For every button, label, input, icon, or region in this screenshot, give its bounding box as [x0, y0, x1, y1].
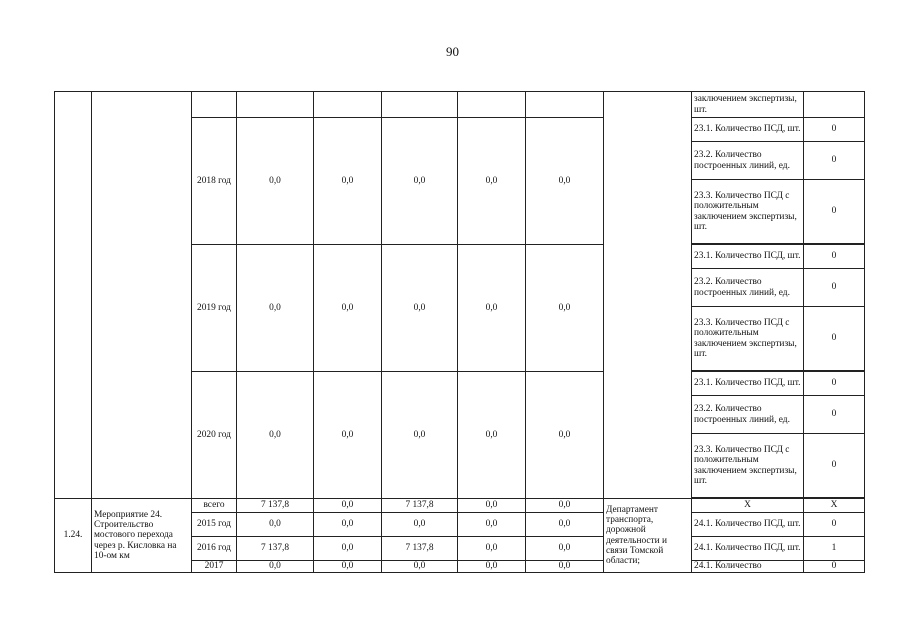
cell-value: 0,0	[526, 245, 604, 372]
cell-value: 0,0	[526, 372, 604, 499]
indicator-value	[804, 92, 865, 118]
cell-empty	[526, 92, 604, 118]
cell-value: 0,0	[237, 513, 314, 537]
cell-value: 0,0	[314, 513, 382, 537]
cell-empty	[382, 92, 458, 118]
indicator-value: 0	[804, 396, 865, 434]
cell-executor-prev	[604, 92, 692, 499]
cell-year: 2017	[192, 561, 237, 573]
cell-value: 0,0	[458, 499, 526, 513]
cell-value: 7 137,8	[237, 499, 314, 513]
indicator-name: заключением экспертизы, шт.	[692, 92, 804, 118]
cell-year: 2019 год	[192, 245, 237, 372]
indicator-name: 23.3. Количество ПСД с положительным заключением экспертизы, шт.	[692, 180, 804, 244]
cell-value: 7 137,8	[237, 537, 314, 561]
indicator-name: 23.3. Количество ПСД с положительным заключением экспертизы, шт.	[692, 307, 804, 371]
table-row	[55, 499, 865, 513]
cell-value: 0,0	[458, 561, 526, 573]
cell-value: 0,0	[526, 561, 604, 573]
cell-year: 2020 год	[192, 372, 237, 499]
cell-value: 0,0	[526, 513, 604, 537]
indicator-value: 1	[804, 537, 865, 561]
indicator-value: 0	[804, 307, 865, 371]
indicator-value: 0	[804, 269, 865, 307]
cell-value: 0,0	[314, 245, 382, 372]
indicator-name: 24.1. Количество ПСД, шт.	[692, 537, 804, 561]
indicator-name: 23.3. Количество ПСД с положительным заключением экспертизы, шт.	[692, 434, 804, 498]
cell-value: 0,0	[314, 372, 382, 499]
cell-value: 0,0	[526, 118, 604, 245]
indicator-name: 23.2. Количество построенных линий, ед.	[692, 269, 804, 307]
indicator-name: 24.1. Количество ПСД, шт.	[692, 513, 804, 537]
cell-value: 0,0	[314, 118, 382, 245]
cell-value: 7 137,8	[382, 499, 458, 513]
cell-value: 0,0	[237, 372, 314, 499]
cell-empty	[237, 92, 314, 118]
cell-name-prev	[92, 92, 192, 499]
cell-empty	[458, 92, 526, 118]
indicator-name: 23.1. Количество ПСД, шт.	[692, 372, 804, 396]
cell-value: 0,0	[382, 513, 458, 537]
indicator-name: 24.1. Количество	[692, 561, 804, 573]
indicator-name: 23.1. Количество ПСД, шт.	[692, 118, 804, 142]
indicator-name: X	[692, 499, 804, 513]
cell-value: 0,0	[458, 372, 526, 499]
indicator-name: 23.1. Количество ПСД, шт.	[692, 245, 804, 269]
cell-number-prev	[55, 92, 92, 499]
cell-value: 0,0	[458, 537, 526, 561]
cell-year: всего	[192, 499, 237, 513]
cell-year: 2018 год	[192, 118, 237, 245]
measure-number: 1.24.	[55, 499, 92, 573]
cell-value: 0,0	[382, 372, 458, 499]
cell-value: 0,0	[382, 245, 458, 372]
indicator-value: 0	[804, 142, 865, 180]
measure-executor: Департамент транспорта, дорожной деятельности и связи Томской области;	[604, 499, 692, 573]
indicator-value: 0	[804, 561, 865, 573]
indicator-value: 0	[804, 372, 865, 396]
cell-value: 0,0	[314, 537, 382, 561]
indicator-value: 0	[804, 118, 865, 142]
cell-value: 0,0	[458, 245, 526, 372]
indicator-value: 0	[804, 434, 865, 498]
cell-value: 0,0	[314, 499, 382, 513]
cell-value: 0,0	[526, 499, 604, 513]
indicator-value: 0	[804, 245, 865, 269]
indicator-value: 0	[804, 180, 865, 244]
cell-empty	[314, 92, 382, 118]
cell-year-prev	[192, 92, 237, 118]
indicator-value: 0	[804, 513, 865, 537]
program-table	[54, 91, 865, 573]
indicator-name: 23.2. Количество построенных линий, ед.	[692, 396, 804, 434]
cell-value: 0,0	[458, 118, 526, 245]
indicator-value: X	[804, 499, 865, 513]
cell-year: 2015 год	[192, 513, 237, 537]
page-number: 90	[446, 44, 459, 59]
table-row	[55, 92, 865, 118]
indicator-name: 23.2. Количество построенных линий, ед.	[692, 142, 804, 180]
cell-value: 0,0	[382, 561, 458, 573]
cell-value: 0,0	[237, 245, 314, 372]
measure-name: Мероприятие 24. Строительство мостового перехода через р. Кисловка на 10-ом км	[92, 499, 192, 573]
cell-value: 0,0	[237, 561, 314, 573]
cell-value: 0,0	[382, 118, 458, 245]
cell-value: 0,0	[526, 537, 604, 561]
cell-value: 7 137,8	[382, 537, 458, 561]
cell-value: 0,0	[314, 561, 382, 573]
cell-value: 0,0	[237, 118, 314, 245]
cell-year: 2016 год	[192, 537, 237, 561]
cell-value: 0,0	[458, 513, 526, 537]
